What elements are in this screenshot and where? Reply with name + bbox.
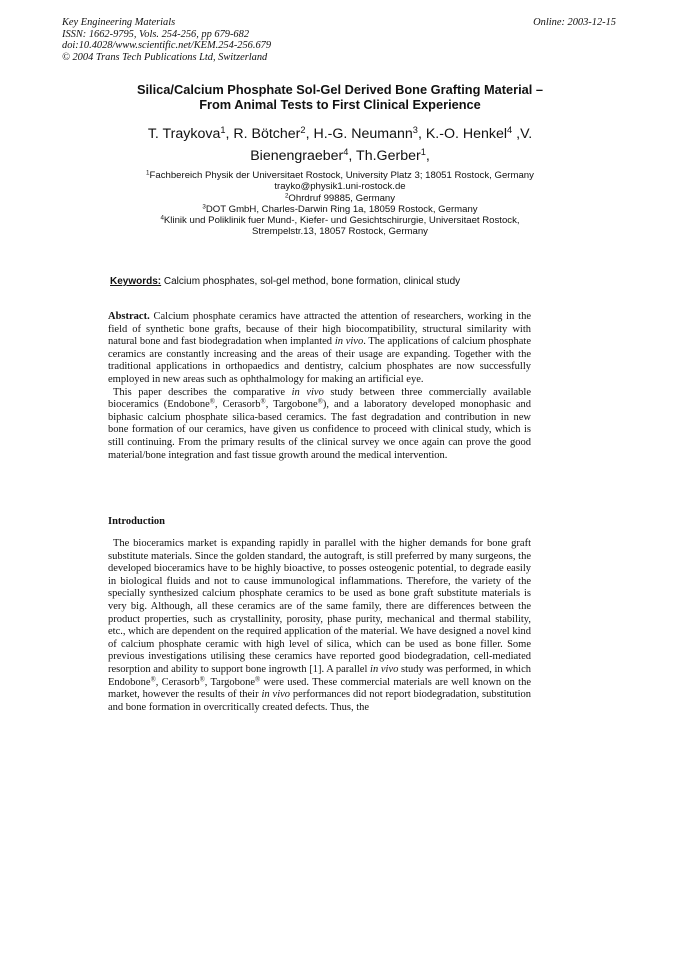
author-line-2 xyxy=(100,145,580,167)
affiliation-4-cont: Strempelstr.13, 18057 Rostock, Germany xyxy=(252,226,428,238)
registered-mark: ® xyxy=(209,398,215,406)
author-name: , H.-G. Neumann xyxy=(305,126,413,142)
affiliation-marker: 3 xyxy=(202,203,206,211)
author-list xyxy=(100,123,580,167)
affiliation-3: $^3$DOT GmbH, Charles-Darwin Ring 1a, 18059 Rostock, Germany xyxy=(202,203,478,215)
title-line-1: Silica/Calcium Phosphate Sol-Gel Derived Bone Grafting Material – xyxy=(136,82,544,97)
keywords-label: Keywords: xyxy=(110,276,162,287)
affiliation-marker: 4 xyxy=(507,124,513,135)
author-name: Bienengraeber xyxy=(250,148,344,164)
author-name: , Th.Gerber xyxy=(348,148,421,164)
registered-mark: ® xyxy=(260,398,266,406)
issn-line: ISSN: 1662-9795, Vols. 254-256, pp 679-682 xyxy=(62,28,250,40)
affiliation-marker: 1 xyxy=(220,124,226,135)
affiliation-marker: 1 xyxy=(146,169,150,177)
section-heading-introduction: Introduction xyxy=(108,516,165,527)
affiliation-marker: 1 xyxy=(420,146,426,157)
author-name: T. Traykova xyxy=(147,126,221,142)
affiliation-marker: 2 xyxy=(300,124,306,135)
author-name: , K.-O. Henkel xyxy=(417,126,508,142)
affiliation-1: $^1$Fachbereich Physik der Universitaet Rostock, University Platz 3; 18051 Rostock, Germany xyxy=(146,169,534,181)
journal-name: Key Engineering Materials xyxy=(62,17,176,28)
introduction-body xyxy=(108,538,531,714)
registered-mark: ® xyxy=(199,675,205,683)
keywords xyxy=(110,276,460,287)
abstract-paragraph-2: This paper describes the comparative in vivo study between three commercially available bioceramics (Endobone®, Cerasorb®, Targobone®), and a laboratory developed monophasic and biphasic calcium phosphate silica-based ceramics. The fast degradation and contribution in new bone formation of our ceramics, have given us confidence to proceed with clinical study, which is still continuing. From the primary results of the clinical survey we once again can prove the good material/bone integration and fast tissue growth around the medical intervention. xyxy=(108,386,532,461)
keywords-text: Calcium phosphates, sol-gel method, bone formation, clinical study xyxy=(161,276,461,287)
affiliations xyxy=(96,170,584,238)
registered-mark: ® xyxy=(317,398,323,406)
abstract-label: Abstract. xyxy=(108,311,150,322)
paper-title xyxy=(80,82,600,112)
introduction-paragraph: The bioceramics market is expanding rapidly in parallel with the higher demands for bone graft substitute materials. Since the golden standard, the autograft, is still preferred by many surgeons, the developed bioceramics have to be highly bioactive, to posses osteogenic potential, to degrade easily in biological fluids and not to cause immunological inflammations. Therefore, the variety of the specially synthesized calcium phosphate ceramics to be used as bone graft substitute materials is very big. Although, all these ceramics are of the same family, there are differences between the product properties, such as crystallinity, porosity, phase purity, mechanical and thermal stability, etc., which are dependent on the required application of the material. We have designed a novel kind of calcium phosphate ceramic with high level of silica, which can be used as bone filler. Some previous investigations utilising these ceramics have reported good biodegradation, cell-mediated resorption and ability to support bone ingrowth [1]. A parallel in vivo study was performed, in which Endobone®, Cerasorb®, Targobone® were used. These commercial materials are well known on the market, however the results of their in vivo performances did not report biodegradation, substitution and bone formation in overcritically created defects. Thus, the xyxy=(108,538,532,713)
affiliation-4: $^4$Klinik und Poliklinik fuer Mund-, Kiefer- und Gesichtschirurgie, Universitaet Rostock, xyxy=(160,214,520,227)
running-header xyxy=(62,17,271,63)
affiliation-marker: 3 xyxy=(412,124,418,135)
author-name: ,V. xyxy=(512,126,533,142)
abstract xyxy=(108,311,531,462)
affiliation-marker: 4 xyxy=(343,146,349,157)
title-line-2: From Animal Tests to First Clinical Experience xyxy=(199,97,481,112)
author-name: , R. Bötcher xyxy=(225,126,301,142)
online-date: Online: 2003-12-15 xyxy=(533,17,616,28)
doi-line: doi:10.4028/www.scientific.net/KEM.254-256.679 xyxy=(62,40,272,52)
author-line-1 xyxy=(100,123,580,145)
author-email[interactable]: trayko@physik1.uni-rostock.de xyxy=(274,181,406,193)
affiliation-2: $^2$Ohrdruf 99885, Germany xyxy=(284,192,396,204)
registered-mark: ® xyxy=(150,675,156,683)
affiliation-marker: 2 xyxy=(284,192,289,200)
author-separator: , xyxy=(425,148,430,164)
registered-mark: ® xyxy=(255,675,261,683)
copyright-line: © 2004 Trans Tech Publications Ltd, Switzerland xyxy=(62,51,268,63)
affiliation-marker: 4 xyxy=(160,214,164,222)
abstract-paragraph-1: Abstract. Calcium phosphate ceramics have attracted the attention of researchers, working in the field of synthetic bone grafts, because of their high biocompatibility, structural similarity with natural bone and fast biodegradation when implanted in vivo. The applications of calcium phosphate ceramics are constantly increasing and the areas of their usage are expanding. Together with the traditional applications in orthopaedics and dentistry, calcium phosphates are now successfully employed in new areas such as ophthalmology for making an artificial eye. xyxy=(108,311,531,385)
